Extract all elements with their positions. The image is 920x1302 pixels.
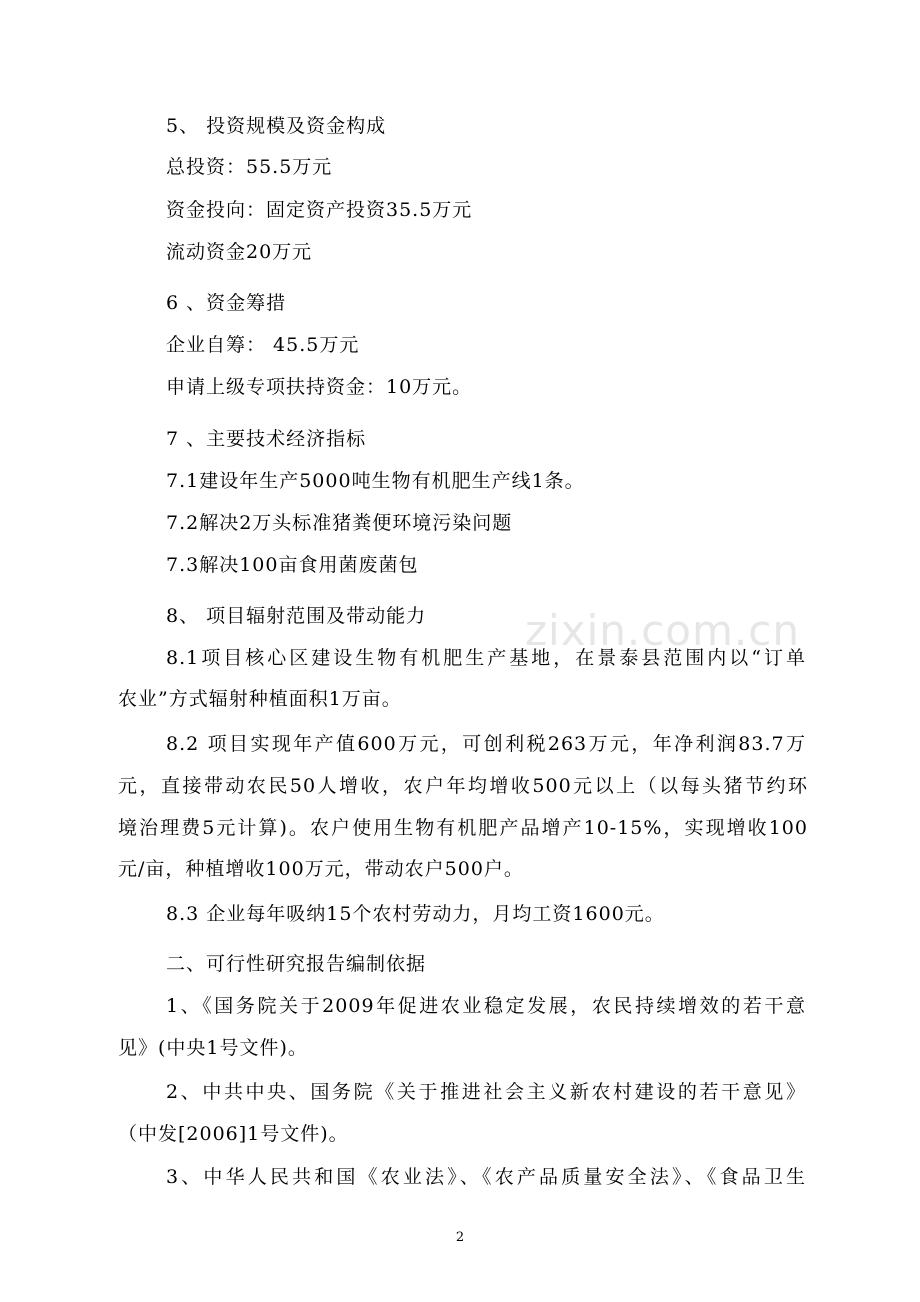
section-7-heading: 7 、主要技术经济指标: [166, 428, 367, 450]
indicator-7-3: 7.3解决100亩食用菌废菌包: [166, 554, 419, 576]
item-8-1-line-2: 农业”方式辐射种植面积1万亩。: [118, 688, 402, 710]
total-investment: 总投资：55.5万元: [166, 156, 333, 178]
item-8-1-line-1: 8.1项目核心区建设生物有机肥生产基地，在景泰县范围内以“订单: [166, 647, 806, 669]
indicator-7-1: 7.1建设年生产5000吨生物有机肥生产线1条。: [166, 470, 585, 492]
basis-3-line-1: 3、中华人民共和国《农业法》、《农产品质量安全法》、《食品卫生: [166, 1166, 806, 1188]
item-8-2-line-1: 8.2 项目实现年产值600万元，可创利税263万元，年净利润83.7万: [166, 733, 806, 755]
item-8-2-line-3: 境治理费5元计算)。农户使用生物有机肥产品增产10-15%，实现增收100: [118, 817, 808, 839]
basis-1-line-2: 见》(中央1号文件)。: [118, 1037, 308, 1059]
basis-1-line-1: 1、《国务院关于2009年促进农业稳定发展，农民持续增效的若干意: [166, 995, 806, 1017]
section-8-heading: 8、 项目辐射范围及带动能力: [166, 605, 427, 627]
item-8-2-line-4: 元/亩，种植增收100万元，带动农户500户。: [118, 858, 524, 880]
basis-2-line-2: （中发[2006]1号文件)。: [118, 1123, 349, 1145]
section-6-heading: 6 、资金筹措: [166, 292, 287, 314]
item-8-2-line-2: 元，直接带动农民50人增收，农户年均增收500元以上（以每头猪节约环: [118, 775, 808, 797]
fund-allocation: 资金投向：固定资产投资35.5万元: [166, 199, 473, 221]
section-2-heading: 二、可行性研究报告编制依据: [166, 953, 427, 975]
indicator-7-2: 7.2解决2万头标准猪粪便环境污染问题: [166, 512, 513, 534]
item-8-3: 8.3 企业每年吸纳15个农村劳动力，月均工资1600元。: [166, 903, 665, 925]
watermark: zixin.com.cn: [525, 606, 800, 655]
page-number: 2: [455, 1230, 465, 1245]
basis-2-line-1: 2、中共中央、国务院《关于推进社会主义新农村建设的若干意见》: [166, 1081, 806, 1103]
special-support-funds: 申请上级专项扶持资金：10万元。: [166, 376, 473, 398]
section-5-heading: 5、 投资规模及资金构成: [166, 115, 387, 137]
self-raised-funds: 企业自筹： 45.5万元: [166, 334, 360, 356]
working-capital: 流动资金20万元: [166, 241, 313, 263]
